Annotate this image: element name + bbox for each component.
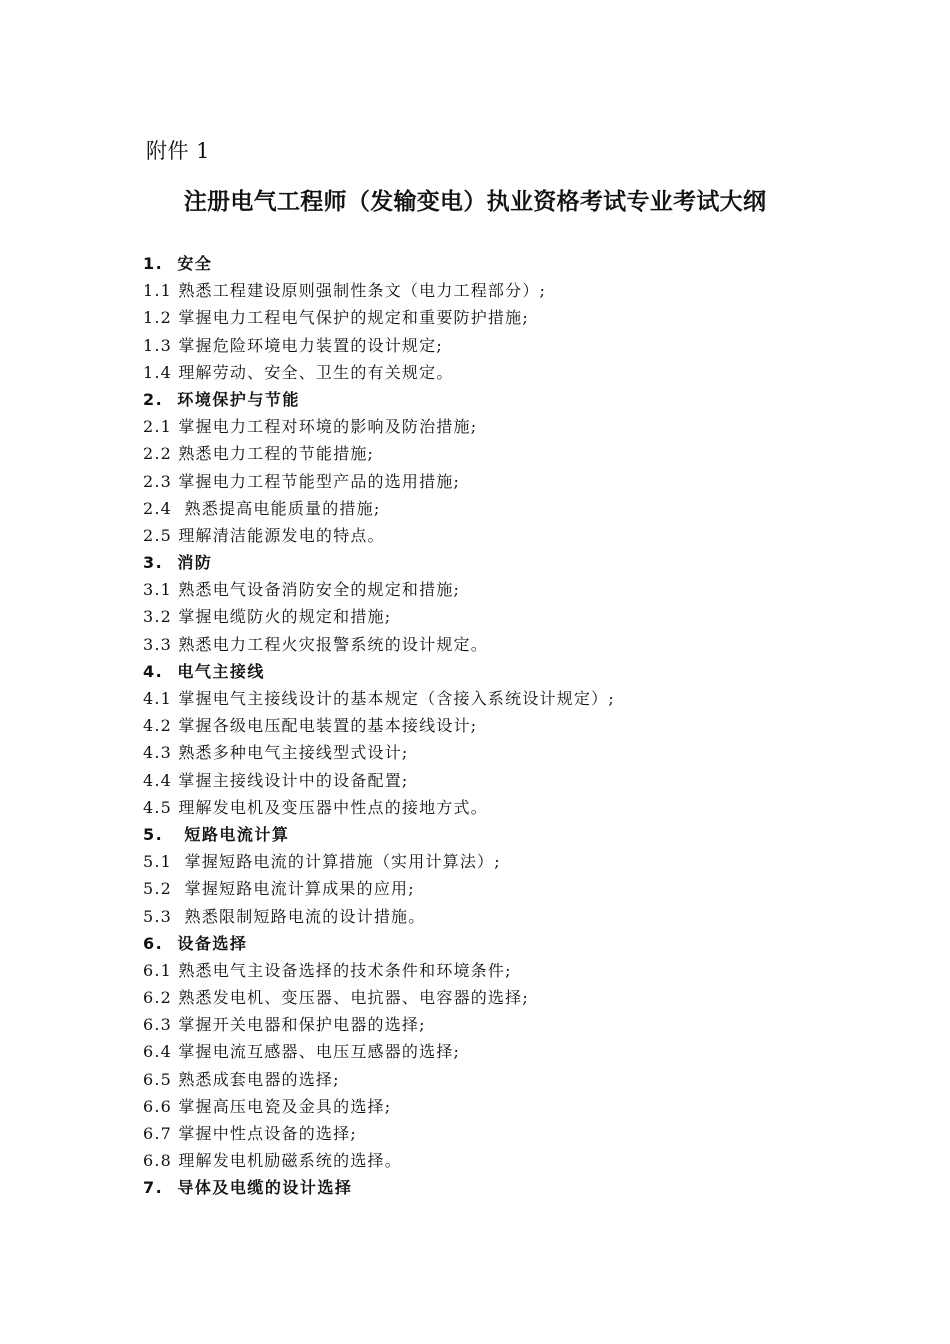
section-heading: 3. 消防	[143, 553, 213, 573]
outline-item: 6.4 掌握电流互感器、电压互感器的选择;	[143, 1042, 461, 1062]
outline-item: 6.8 理解发电机励磁系统的选择。	[143, 1151, 402, 1171]
outline-item: 2.3 掌握电力工程节能型产品的选用措施;	[143, 471, 461, 491]
outline-item: 5.1 掌握短路电流的计算措施（实用计算法）;	[143, 852, 501, 872]
outline-item: 4.1 掌握电气主接线设计的基本规定（含接入系统设计规定）;	[143, 689, 615, 708]
outline-item: 5.2 掌握短路电流计算成果的应用;	[143, 879, 415, 899]
section-heading: 4. 电气主接线	[143, 661, 265, 681]
outline-item: 6.2 熟悉发电机、变压器、电抗器、电容器的选择;	[143, 988, 529, 1008]
attachment-label: 附件 1	[146, 139, 211, 163]
syllabus-outline	[143, 250, 843, 1202]
outline-item: 4.5 理解发电机及变压器中性点的接地方式。	[143, 797, 488, 817]
outline-item: 6.7 掌握中性点设备的选择;	[143, 1124, 357, 1143]
outline-item: 1.3 掌握危险环境电力装置的设计规定;	[143, 335, 443, 355]
section-heading: 7. 导体及电缆的设计选择	[143, 1178, 353, 1198]
outline-item: 6.1 熟悉电气主设备选择的技术条件和环境条件;	[143, 960, 512, 980]
outline-item: 4.3 熟悉多种电气主接线型式设计;	[143, 743, 409, 763]
section-heading: 6. 设备选择	[143, 933, 248, 953]
document-title: 注册电气工程师（发输变电）执业资格考试专业考试大纲	[183, 189, 767, 215]
outline-item: 6.5 熟悉成套电器的选择;	[143, 1069, 340, 1089]
outline-item: 3.2 掌握电缆防火的规定和措施;	[143, 607, 392, 627]
section-heading: 5. 短路电流计算	[143, 824, 290, 844]
outline-item: 1.2 掌握电力工程电气保护的规定和重要防护措施;	[143, 308, 529, 328]
outline-item: 2.1 掌握电力工程对环境的影响及防治措施;	[143, 417, 478, 437]
outline-item: 2.2 熟悉电力工程的节能措施;	[143, 444, 375, 464]
outline-item: 6.6 掌握高压电瓷及金具的选择;	[143, 1096, 392, 1116]
outline-item: 1.1 熟悉工程建设原则强制性条文（电力工程部分）;	[143, 281, 547, 301]
outline-item: 2.4 熟悉提高电能质量的措施;	[143, 498, 381, 518]
outline-item: 3.1 熟悉电气设备消防安全的规定和措施;	[143, 580, 461, 600]
outline-item: 3.3 熟悉电力工程火灾报警系统的设计规定。	[143, 634, 488, 654]
outline-item: 5.3 熟悉限制短路电流的设计措施。	[143, 906, 426, 926]
outline-item: 2.5 理解清洁能源发电的特点。	[143, 525, 385, 545]
outline-item: 4.4 掌握主接线设计中的设备配置;	[143, 770, 409, 790]
outline-item: 1.4 理解劳动、安全、卫生的有关规定。	[143, 362, 454, 382]
section-heading: 1. 安全	[143, 254, 213, 273]
outline-item: 6.3 掌握开关电器和保护电器的选择;	[143, 1015, 426, 1035]
outline-item: 4.2 掌握各级电压配电装置的基本接线设计;	[143, 716, 478, 736]
section-heading: 2. 环境保护与节能	[143, 389, 300, 409]
